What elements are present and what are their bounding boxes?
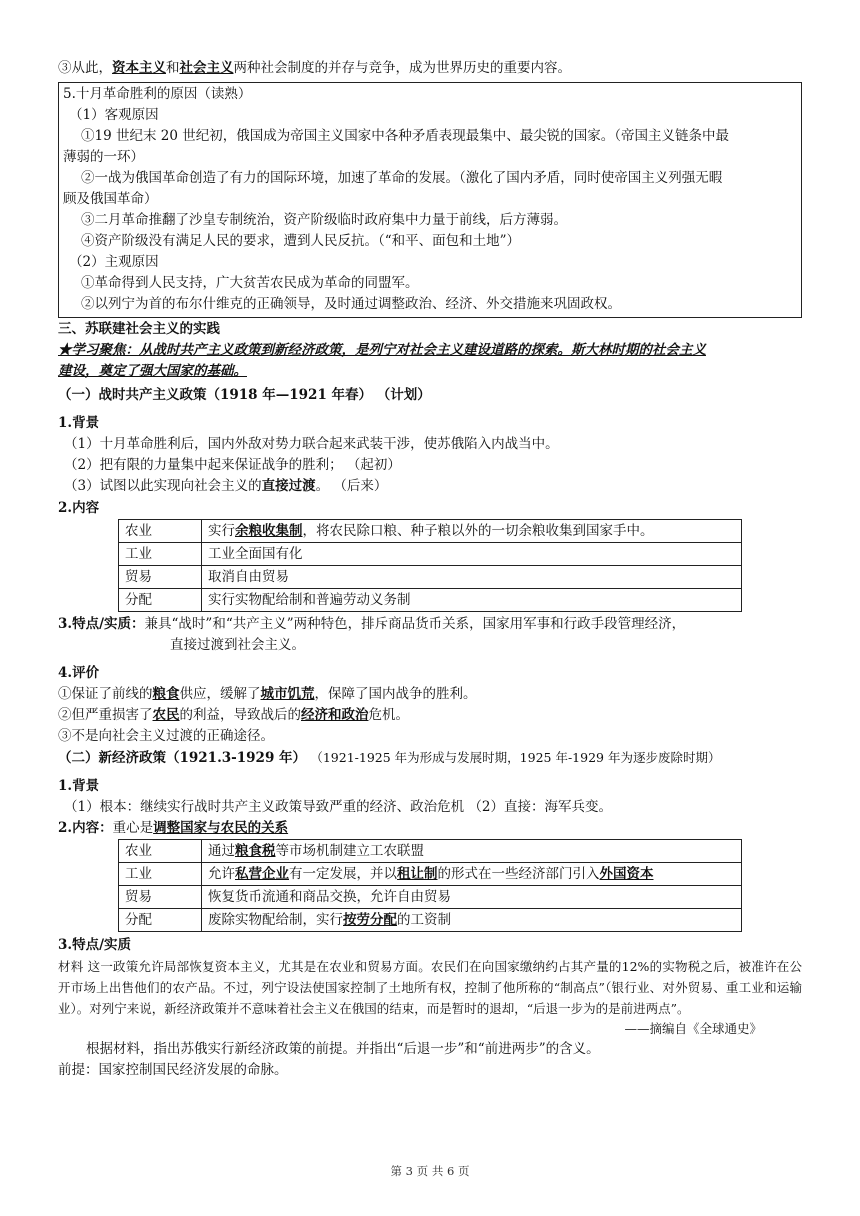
answer-line: 前提：国家控制国民经济发展的命脉。 <box>58 1062 288 1078</box>
page-footer: 第 3 页 共 6 页 <box>390 1164 470 1178</box>
feature-line <box>58 614 802 635</box>
table-cell: 取消自由贸易 <box>202 566 742 589</box>
top-line <box>58 58 802 79</box>
box-title: 5.十月革命胜利的原因（读熟） <box>63 86 252 102</box>
table-cell: 贸易 <box>119 566 202 589</box>
background-title: 1.背景 <box>58 778 100 794</box>
war-communism-table <box>118 519 742 612</box>
evaluation-line: ①保证了前线的粮食供应，缓解了城市饥荒，保障了国内战争的胜利。 <box>58 686 477 702</box>
keyword: 直接过渡 <box>261 478 316 494</box>
question-line: 根据材料，指出苏俄实行新经济政策的前提。并指出“后退一步”和“前进两步”的含义。 <box>86 1041 600 1057</box>
keyword: 城市饥荒 <box>260 686 315 702</box>
table-cell: 恢复货币流通和商品交换，允许自由贸易 <box>202 886 742 909</box>
keyword: 社会主义 <box>179 60 234 76</box>
keyword: 按劳分配 <box>343 912 397 928</box>
text: 。 （后来） <box>315 478 388 494</box>
part1-title: （一）战时共产主义政策（1918 年—1921 年春） （计划） <box>58 387 431 403</box>
table-cell: 废除实物配给制，实行按劳分配的工资制 <box>202 909 742 932</box>
table-row <box>119 566 742 589</box>
background-line: （1）十月革命胜利后，国内外敌对势力联合起来武装干涉，使苏俄陷入内战当中。 <box>64 436 559 452</box>
table-cell: 实行实物配给制和普遍劳动义务制 <box>202 589 742 612</box>
text: 兼具“战时”和“共产主义”两种特色，排斥商品货币关系，国家用军事和行政手段管理经济， <box>144 616 686 632</box>
objective-line: ③二月革命推翻了沙皇专制统治，资产阶级临时政府集中力量于前线，后方薄弱。 <box>81 212 567 228</box>
subjective-line: ①革命得到人民支持，广大贫苦农民成为革命的同盟军。 <box>81 275 419 291</box>
table-cell: 实行余粮收集制，将农民除口粮、种子粮以外的一切余粮收集到国家手中。 <box>202 520 742 543</box>
objective-line: ②一战为俄国革命创造了有力的国际环境，加速了革命的发展。（激化了国内矛盾，同时使帝国主义列强无暇 <box>81 170 723 186</box>
page-content <box>58 58 802 1081</box>
table-cell: 农业 <box>119 520 202 543</box>
text: 两种社会制度的并存与竞争，成为世界历史的重要内容。 <box>233 60 571 76</box>
subjective-line: ②以列宁为首的布尔什维克的正确领导，及时通过调整政治、经济、外交措施来巩固政权。 <box>81 296 621 312</box>
table-cell: 通过粮食税等市场机制建立工农联盟 <box>202 840 742 863</box>
objective-title: （1）客观原因 <box>69 107 159 123</box>
content-line: 2.内容：重心是调整国家与农民的关系 <box>58 820 289 836</box>
part2-title <box>58 747 802 769</box>
part2-heading: （二）新经济政策（1921.3-1929 年） <box>58 750 307 766</box>
table-row <box>119 863 742 886</box>
keyword: 农民 <box>152 707 180 723</box>
table-cell: 工业全面国有化 <box>202 543 742 566</box>
keyword: 调整国家与农民的关系 <box>153 820 289 836</box>
keyword: 经济和政治 <box>301 707 369 723</box>
nep-table <box>118 839 742 932</box>
table-row <box>119 589 742 612</box>
table-row <box>119 520 742 543</box>
background-line <box>58 476 802 497</box>
feature-line: 直接过渡到社会主义。 <box>170 637 305 653</box>
table-row <box>119 886 742 909</box>
table-cell: 贸易 <box>119 886 202 909</box>
keyword: 外国资本 <box>599 866 654 882</box>
feature-label: 3.特点/实质： <box>58 616 145 632</box>
keyword: 资本主义 <box>112 60 166 76</box>
objective-line: ④资产阶级没有满足人民的要求，遭到人民反抗。（“和平、面包和土地”） <box>81 233 521 249</box>
objective-line: 薄弱的一环） <box>63 149 144 165</box>
keyword: 租让制 <box>397 866 438 882</box>
content-label: 2.内容： <box>58 820 113 836</box>
table-row <box>119 909 742 932</box>
table-cell: 允许私营企业有一定发展，并以租让制的形式在一些经济部门引入外国资本 <box>202 863 742 886</box>
table-cell: 工业 <box>119 543 202 566</box>
background-line: （1）根本：继续实行战时共产主义政策导致严重的经济、政治危机 （2）直接：海军兵变。 <box>64 799 612 815</box>
content-title: 2.内容 <box>58 500 100 516</box>
subjective-title: （2）主观原因 <box>69 254 159 270</box>
keyword: 私营企业 <box>235 866 289 882</box>
table-row <box>119 840 742 863</box>
focus-line: 建设，奠定了强大国家的基础。 <box>58 363 247 379</box>
keyword: 余粮收集制 <box>235 523 303 539</box>
background-title: 1.背景 <box>58 415 100 431</box>
table-cell: 工业 <box>119 863 202 886</box>
table-cell: 分配 <box>119 589 202 612</box>
objective-line: ①19 世纪末 20 世纪初，俄国成为帝国主义国家中各种矛盾表现最集中、最尖锐的国家。（帝国主义链条中最 <box>81 128 729 144</box>
focus-line: ★学习聚焦：从战时共产主义政策到新经济政策，是列宁对社会主义建设道路的探索。斯大林时期的社会主义 <box>58 342 706 358</box>
text: 和 <box>166 60 180 76</box>
table-cell: 农业 <box>119 840 202 863</box>
part2-note: （1921-1925 年为形成与发展时期，1925 年-1929 年为逐步废除时期） <box>310 750 721 765</box>
objective-line: 顾及俄国革命） <box>63 191 158 207</box>
evaluation-line: ③不是向社会主义过渡的正确途径。 <box>58 728 274 744</box>
text: ③从此， <box>58 60 112 76</box>
table-row <box>119 543 742 566</box>
october-revolution-reasons-box <box>58 82 802 318</box>
section-title: 三、苏联建社会主义的实践 <box>58 321 220 337</box>
evaluation-line: ②但严重损害了农民的利益，导致战后的经济和政治危机。 <box>58 707 409 723</box>
feature-title: 3.特点/实质 <box>58 937 132 953</box>
keyword: 粮食 <box>152 686 180 702</box>
text: （3）试图以此实现向社会主义的 <box>64 478 262 494</box>
material-text: 材料 这一政策允许局部恢复资本主义，尤其是在农业和贸易方面。农民们在向国家缴纳约占其产量的12%的实物税之后，被准许在公开市场上出售他们的农产品。不过，列宁设法使国家控制了土地所有权，控制了他所称的“制高点”（银行业、对外贸易、重工业和运输业）。对列宁来说，新经济政策并不意味着社会主义在俄国的结束，而是暂时的退却，“后退一步为的是前进两点”。 <box>58 959 802 1016</box>
table-cell: 分配 <box>119 909 202 932</box>
material-source: ——摘编自《全球通史》 <box>624 1021 762 1036</box>
background-line: （2）把有限的力量集中起来保证战争的胜利； （起初） <box>64 457 401 473</box>
evaluation-title: 4.评价 <box>58 665 100 681</box>
keyword: 粮食税 <box>235 843 276 859</box>
